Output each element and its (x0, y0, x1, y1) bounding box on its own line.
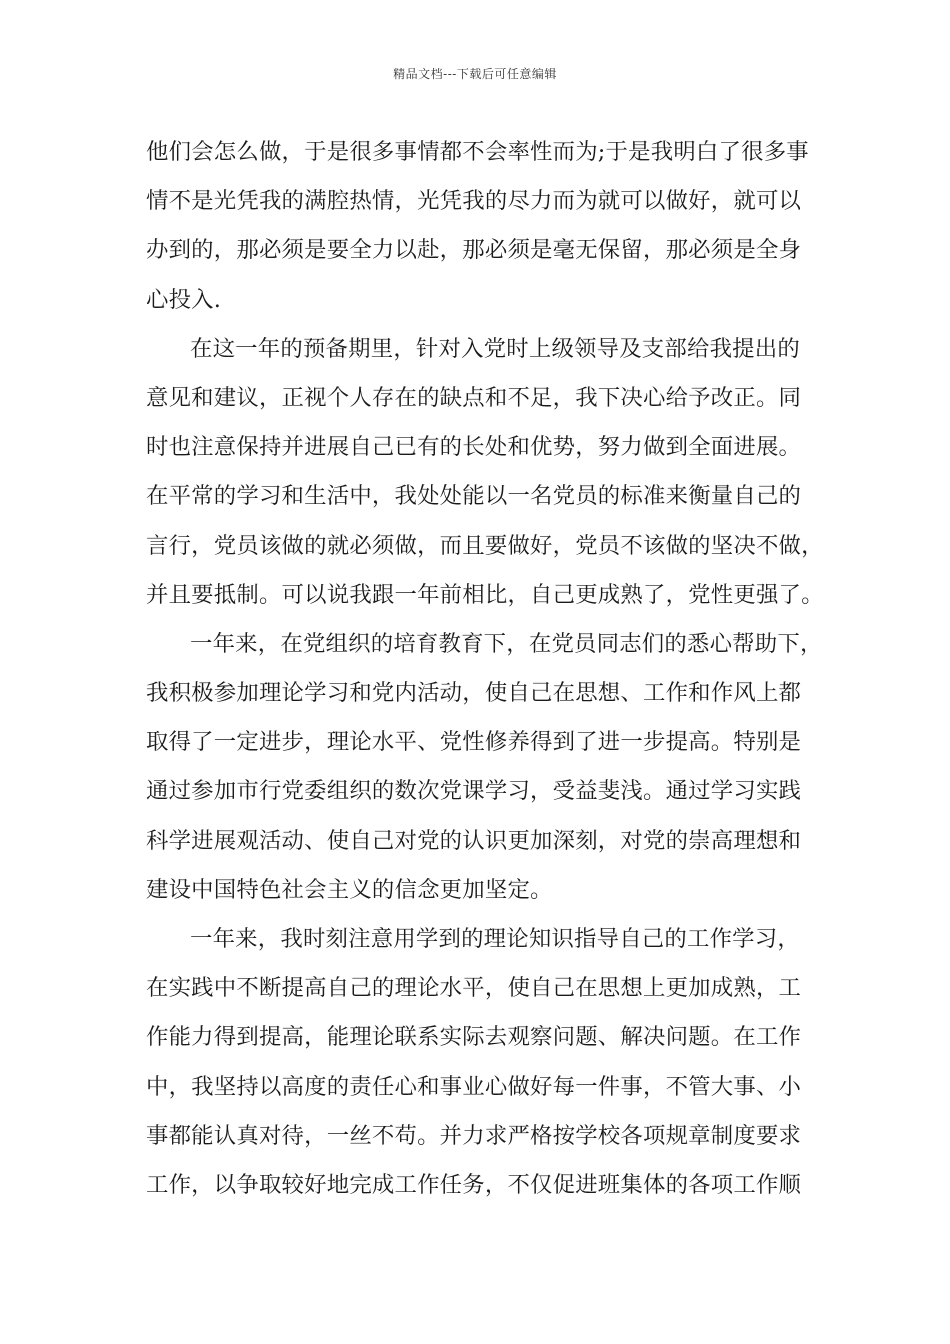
text-line: 工作，以争取较好地完成工作任务，不仅促进班集体的各项工作顺 (146, 1171, 802, 1198)
text-line: 一年来，在党组织的培育教育下，在党员同志们的悉心帮助下， (190, 630, 823, 657)
text-line: 意见和建议，正视个人存在的缺点和不足，我下决心给予改正。同 (146, 384, 802, 411)
text-line: 一年来，我时刻注意用学到的理论知识指导自己的工作学习， (190, 926, 800, 952)
text-line: 作能力得到提高，能理论联系实际去观察问题、解决问题。在工作 (146, 1024, 802, 1051)
text-line: 通过参加市行党委组织的数次党课学习，受益斐浅。通过学习实践 (146, 778, 802, 805)
text-line: 中，我坚持以高度的责任心和事业心做好每一件事，不管大事、小 (146, 1073, 802, 1100)
text-line: 取得了一定进步，理论水平、党性修养得到了进一步提高。特别是 (146, 729, 802, 756)
text-line: 在平常的学习和生活中，我处处能以一名党员的标准来衡量自己的 (146, 483, 802, 510)
text-line: 心投入. (146, 286, 222, 313)
text-line: 他们会怎么做，于是很多事情都不会率性而为;于是我明白了很多事 (146, 139, 809, 165)
text-line: 建设中国特色社会主义的信念更加坚定。 (146, 876, 553, 903)
text-line: 时也注意保持并进展自己已有的长处和优势，努力做到全面进展。 (146, 434, 802, 461)
text-line: 我积极参加理论学习和党内活动，使自己在思想、工作和作风上都 (146, 680, 802, 707)
text-line: 办到的，那必须是要全力以赴，那必须是毫无保留，那必须是全身 (146, 237, 802, 264)
text-line: 并且要抵制。可以说我跟一年前相比，自己更成熟了，党性更强了。 (146, 581, 824, 608)
text-line: 在这一年的预备期里，针对入党时上级领导及支部给我提出的 (190, 335, 800, 362)
text-line: 科学进展观活动、使自己对党的认识更加深刻，对党的崇高理想和 (146, 827, 802, 854)
text-line: 事都能认真对待，一丝不苟。并力求严格按学校各项规章制度要求 (146, 1122, 802, 1149)
text-line: 情不是光凭我的满腔热情，光凭我的尽力而为就可以做好，就可以 (146, 188, 802, 215)
text-line: 言行，党员该做的就必须做，而且要做好，党员不该做的坚决不做， (146, 532, 824, 559)
page-header: 精品文档---下载后可任意编辑 (393, 67, 557, 81)
text-line: 在实践中不断提高自己的理论水平，使自己在思想上更加成熟，工 (146, 975, 802, 1002)
document-body (146, 128, 824, 1210)
